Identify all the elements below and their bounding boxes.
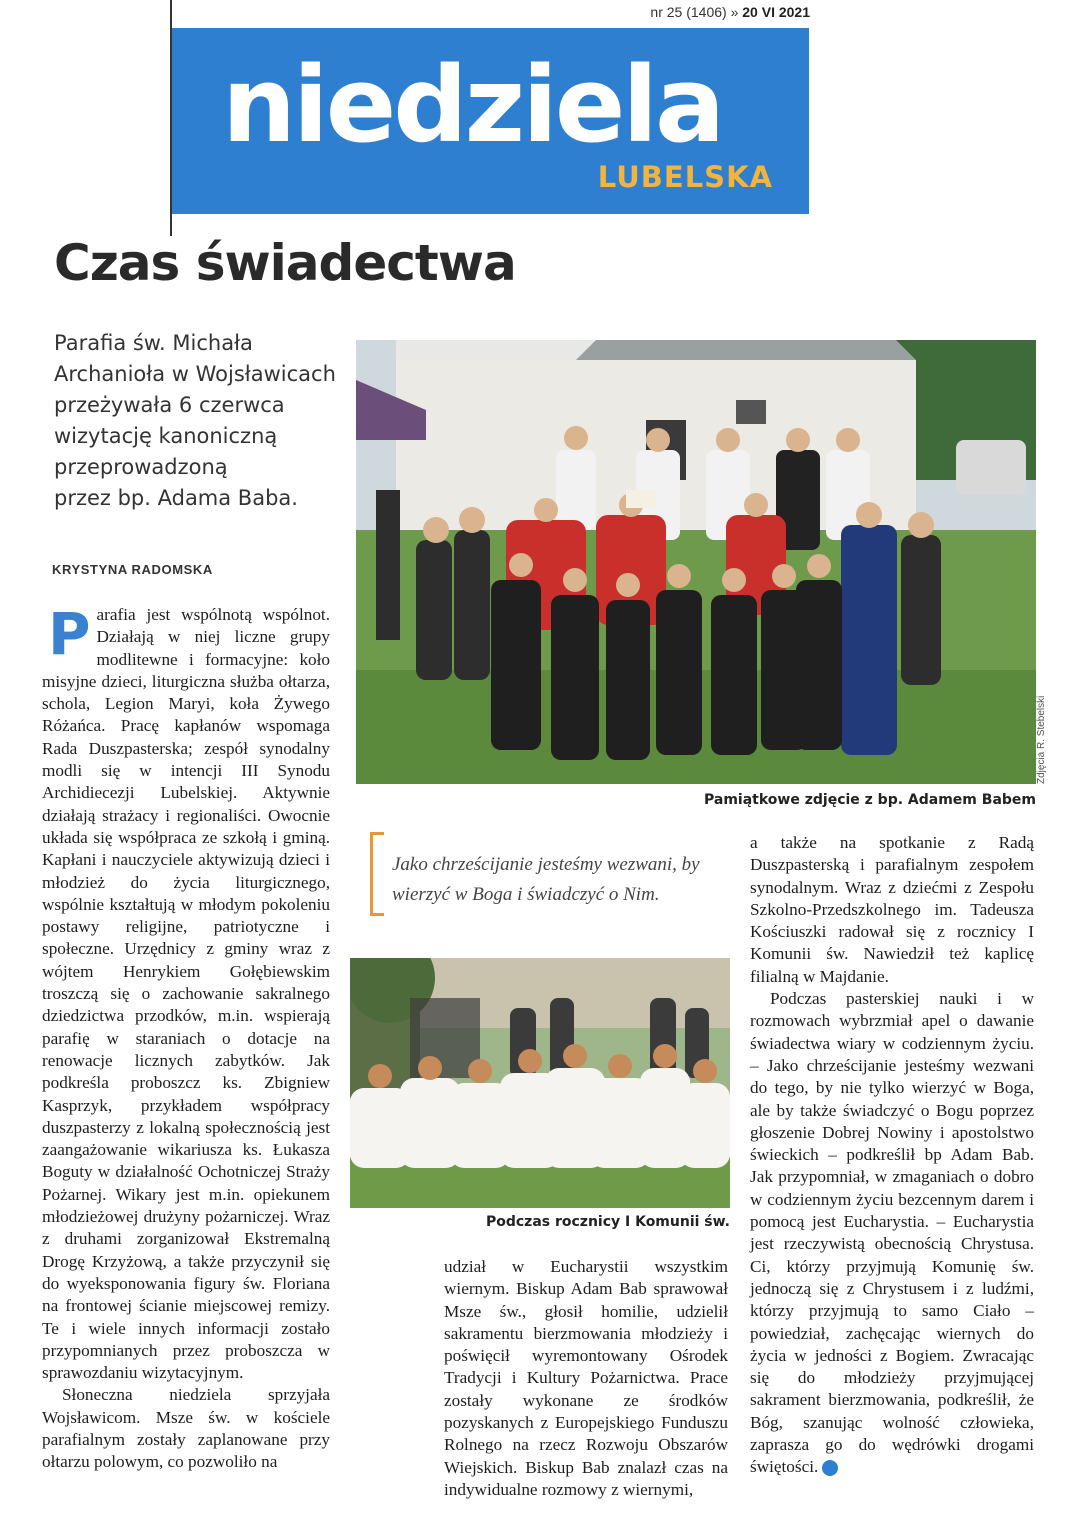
paragraph-text: Podczas pasterskiej nauki i w rozmowach wybrzmiał apel o dawanie świadectwa wiary w codziennym życiu. – Jako chrześcijanie jesteśmy wezwani do tego, by nie tylko wierzyć w Boga, ale by także świadczyć o Bogu poprzez głoszenie Dobrej Nowiny i apostolstwo świeckich – podkreślił bp Adam Bab. Jak przypomniał, w zmaganiach o dobro w codziennym życiu bezcennym darem i pomocą jest Eucharystia. – Eucharystia jest rzeczywistą obecnością Chrystusa. Ci, którzy przyjmują Komunię św. jednoczą się z Chrystusem i z ludźmi, którzy przyjmują to samo Ciało – powiedział, zachęcając wiernych do życia w jedności z Bogiem. Zwracając się do młodzieży przyjmującej sakrament bierzmowania, podkreślił, że Bóg, szanując wolność człowieka, zaprasza go do wędrówki drogami świętości. bbox=[750, 989, 1034, 1477]
article-column-2 bbox=[444, 1256, 728, 1501]
end-mark-icon: n bbox=[822, 1460, 838, 1476]
paragraph: Słoneczna niedziela sprzyjała Wojsławicom. Msze św. w kościele parafialnym zostały zaplanowane przy ołtarzu polowym, co pozwoliło na bbox=[42, 1385, 330, 1472]
pull-quote-text: Jako chrześcijanie jesteśmy wezwani, by wierzyć w Boga i świadczyć o Nim. bbox=[392, 854, 700, 905]
lead-line: przez bp. Adama Baba. bbox=[54, 486, 298, 510]
paragraph-text: arafia jest wspólnotą wspólnot. Działają w niej liczne grupy modlitewne i formacyjne: koło misyjne dzieci, liturgiczna służba ołtarza, schola, Legion Maryi, koła Żywego Różańca. Pracę kapłanów wspomaga Rada Duszpasterska; zespół synodalny modli się w intencji III Synodu Archidiecezji Lubelskiej. Aktywnie działają strażacy i regionaliści. Owocnie układa się współpraca ze szkołą i gminą. Kapłani i nauczyciele aktywizują dzieci i młodzież do życia liturgicznego, wspólnie kształtują w młodym pokoleniu postawy religijne, patriotyczne i społeczne. Urzędnicy z gminy wraz z wójtem Henrykiem Gołębiewskim troszczą się o zachowanie sakralnego dziedzictwa przodków, m.in. wspierają parafię w staraniach o dotacje na renowacje licznych zabytków. Jak podkreśla proboszcz ks. Zbigniew Kasprzyk, przykładem współpracy duszpasterzy z lokalną społecznością jest zaangażowanie wikariusza ks. Łukasza Boguty w działalność Ochotniczej Straży Pożarnej. Wikary jest m.in. opiekunem młodzieżowej drużyny pożarniczej. Wraz z druhami zorganizował Ekstremalną Drogę Krzyżową, a także przyczynił się do wyeksponowania figury św. Floriana na frontowej ścianie miejscowej remizy. Te i wiele innych informacji zostało przypomnianych przez proboszcza w sprawozdaniu wizytacyjnym. bbox=[42, 605, 330, 1383]
photo1-caption: Pamiątkowe zdjęcie z bp. Adamem Babem bbox=[704, 792, 1036, 808]
article-lead bbox=[54, 328, 354, 514]
article-column-3 bbox=[750, 832, 1034, 1479]
drop-cap: P bbox=[48, 600, 91, 668]
pull-quote bbox=[370, 832, 706, 916]
group-photo bbox=[356, 340, 1036, 784]
photo-credit-text: Zdjęcia R. Stebelski bbox=[1036, 695, 1047, 784]
paragraph bbox=[42, 600, 330, 1384]
lead-line: przeżywała 6 czerwca bbox=[54, 393, 285, 417]
lead-line: Archanioła w Wojsławicach bbox=[54, 362, 336, 386]
paragraph bbox=[750, 988, 1034, 1479]
lead-line: przeprowadzoną bbox=[54, 455, 228, 479]
lead-line: Parafia św. Michała bbox=[54, 331, 253, 355]
issue-number: nr 25 (1406) bbox=[650, 4, 727, 20]
article-headline: Czas świadectwa bbox=[54, 234, 516, 292]
masthead-subtitle: LUBELSKA bbox=[597, 160, 773, 194]
masthead bbox=[172, 28, 809, 214]
lead-line: wizytację kanoniczną bbox=[54, 424, 278, 448]
article-column-1 bbox=[42, 600, 330, 1474]
quote-bracket bbox=[370, 832, 384, 916]
paragraph: udział w Eucharystii wszystkim wiernym. Biskup Adam Bab sprawował Msze św., głosił homilie, udzielił sakramentu bierzmowania młodzieży i poświęcił wyremontowany Ośrodek Tradycji i Kultury Pożarnictwa. Prace zostały wykonane ze środków pozyskanych z Europejskiego Funduszu Rolnego na rzecz Rozwoju Obszarów Wiejskich. Biskup Bab znalazł czas na indywidualne rozmowy z wiernymi, bbox=[444, 1257, 728, 1499]
issue-info: nr 25 (1406) » 20 VI 2021 bbox=[650, 4, 810, 20]
paragraph: a także na spotkanie z Radą Duszpasterską i parafialnym zespołem synodalnym. Wraz z dziećmi z Zespołu Szkolno-Przedszkolnego im. Tadeusza Kościuszki radował się z rocznicy I Komunii św. Nawiedził też kaplicę filialną w Majdanie. bbox=[750, 833, 1034, 986]
photo2-caption: Podczas rocznicy I Komunii św. bbox=[485, 1214, 730, 1230]
communion-photo bbox=[350, 958, 730, 1208]
issue-date: 20 VI 2021 bbox=[742, 4, 810, 20]
photo-credit bbox=[1036, 688, 1050, 784]
masthead-title: niedziela bbox=[222, 44, 723, 166]
article-author: KRYSTYNA RADOMSKA bbox=[52, 562, 213, 577]
